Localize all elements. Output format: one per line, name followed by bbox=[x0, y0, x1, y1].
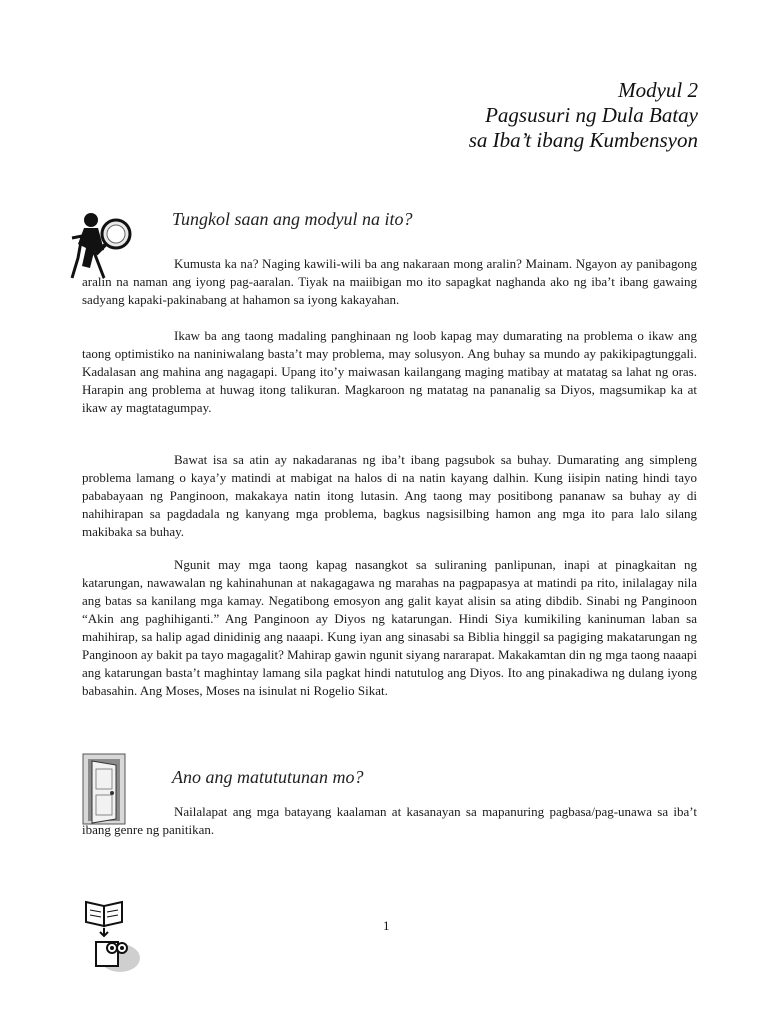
module-title bbox=[469, 78, 698, 153]
section-heading-learn: Ano ang matututunan mo? bbox=[172, 767, 364, 787]
paragraph-objective: Nailalapat ang mga batayang kaalaman at kasanayan sa mapanuring pagbasa/pag-unawa sa iba’t ibang genre ng panitikan. bbox=[82, 804, 697, 837]
paragraph-optimism: Ikaw ba ang taong madaling panghinaan ng loob kapag may dumarating na problema o ikaw ang taong optimistiko na naniniwalang basta’t may problema, may solusyon. Ang buhay sa mundo ay pakikipagtunggali. Kadalasan ang mahina ang nagagapi. Upang ito’y maiwasan kailangang maging matibay at matatag sa lahat ng oras. Harapin ang problema at huwag itong talikuran. Magkaroon ng matatag na pananalig sa Diyos, magsumikap ka at ikaw ay magtatagumpay. bbox=[82, 328, 697, 415]
paragraph-intro: Kumusta ka na? Naging kawili-wili ba ang nakaraan mong aralin? Mainam. Ngayon ay panibagong aralin na naman ang iyong pag-aaralan. Tiyak na maiibigan mo ito sapagkat naghanda ako ng iba’t ibang gawaing sadyang kapaki-pakinabang at hahamon sa iyong kakayahan. bbox=[82, 256, 697, 307]
module-number: Modyul 2 bbox=[618, 78, 698, 102]
book-reader-icon bbox=[82, 896, 142, 974]
module-title-line: Pagsusuri ng Dula Batay bbox=[485, 103, 698, 127]
module-subtitle-line: sa Iba’t ibang Kumbensyon bbox=[468, 128, 698, 152]
page-number: 1 bbox=[383, 918, 390, 933]
paragraph-trials: Bawat isa sa atin ay nakadaranas ng iba’t ibang pagsubok sa buhay. Dumarating ang simpleng problema lamang o kaya’y matindi at mabigat na halos di na natin kayang dalhin. Kung iisipin nating hindi tayo pababayaan ng Panginoon, makakaya natin itong lutasin. Ang taong may positibong pananaw sa buhay ay di nahihirapan sa pagdadala ng kanyang mga problema, bagkus nagsisilbing hamon ang mga ito para lalo silang makibaka sa buhay. bbox=[82, 452, 697, 539]
paragraph-justice: Ngunit may mga taong kapag nasangkot sa suliraning panlipunan, inapi at pinagkaitan ng katarungan, nawawalan ng kahinahunan at nakagagawa ng marahas na pagpapasya at matindi pa rito, inilalagay nila ang batas sa kanilang mga kamay. Negatibong emosyon ang galit kayat alisin sa ating dibdib. Sinabi ng Panginoon “Akin ang paghihiganti.” Ang Panginoon ay Diyos ng katarungan. Hindi Siya kumikiling kaninuman laban sa mahihirap, sa halip agad dinidinig ang naaapi. Kung iyan ang sinasabi sa Biblia hinggil sa pagiging makatarungan ng Panginoon ay bakit pa tayo magagalit? Mahirap gawin ngunit siyang nararapat. Makakamtan din ng mga taong naaapi ang katarungan basta’t maghintay lamang sila pagkat hindi natutulog ang Diyos. Ito ang pinakadiwa ng dulang iyong babasahin. Ang Moses, Moses na isinulat ni Rogelio Sikat. bbox=[82, 557, 697, 698]
section-heading-about: Tungkol saan ang modyul na ito? bbox=[172, 209, 413, 229]
